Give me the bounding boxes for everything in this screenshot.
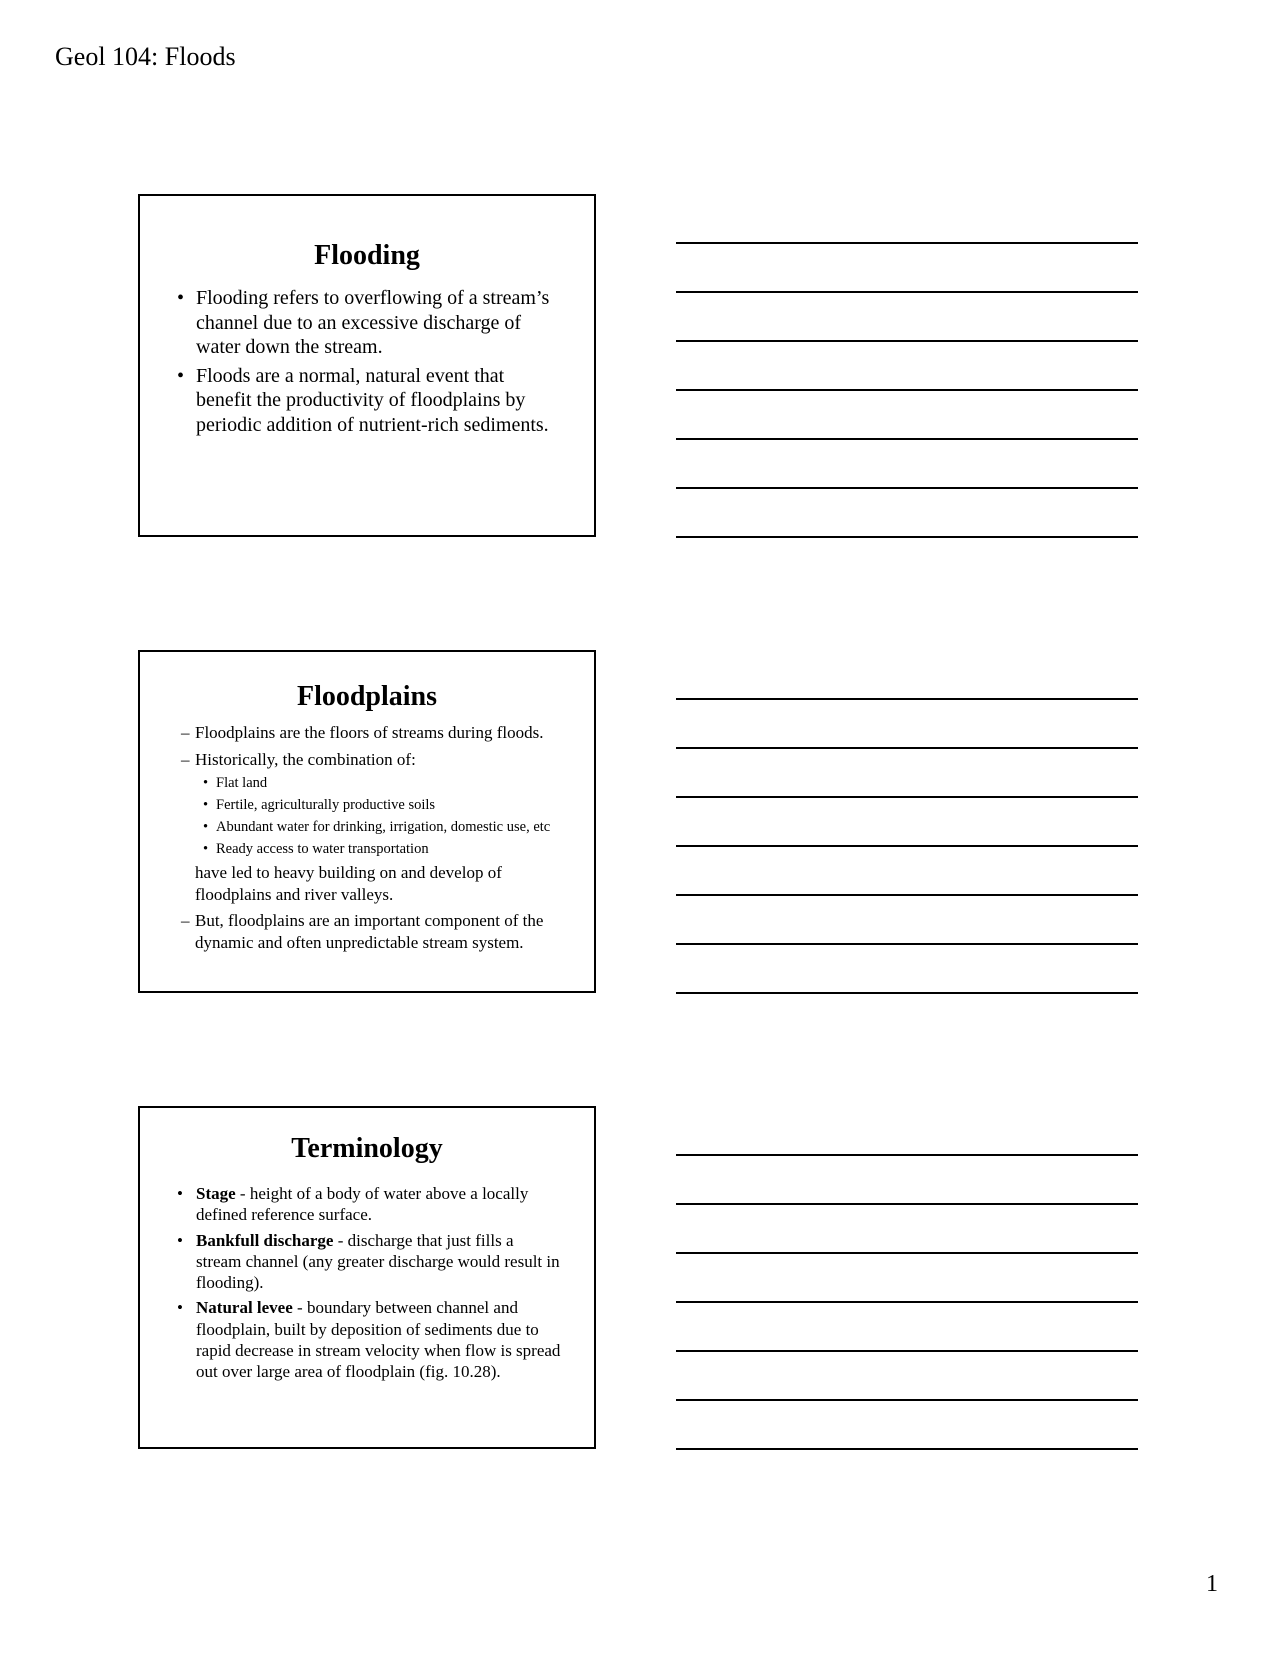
sub-item-text: Fertile, agriculturally productive soils	[216, 797, 436, 813]
bullet-text: Floods are a normal, natural event that benefit the productivity of floodplains by periodic addition of nutrient-rich sediments.	[196, 364, 549, 436]
bullet-icon: •	[177, 364, 185, 387]
note-line	[676, 796, 1138, 798]
note-line	[676, 487, 1138, 489]
list-item	[181, 722, 580, 744]
bullet-icon: •	[203, 819, 209, 835]
bullet-icon: •	[177, 1298, 183, 1318]
item-text: Historically, the combination of:	[195, 749, 416, 769]
bullet-icon: •	[203, 797, 209, 813]
list-item	[177, 286, 562, 360]
slide-title: Floodplains	[296, 681, 438, 712]
note-line	[676, 894, 1138, 896]
dash-icon: –	[181, 911, 190, 930]
note-line	[676, 340, 1138, 342]
continuation-text: have led to heavy building on and develop of floodplains and river valleys.	[195, 863, 502, 904]
term-definition: - height of a body of water above a locally defined reference surface.	[196, 1184, 529, 1225]
page-number: 1	[1206, 1571, 1218, 1597]
list-item	[177, 364, 562, 438]
sub-list-item	[203, 794, 580, 816]
note-line	[676, 1350, 1138, 1352]
note-line	[676, 943, 1138, 945]
note-line	[676, 536, 1138, 538]
note-line	[676, 1252, 1138, 1254]
note-line	[676, 1301, 1138, 1303]
bullet-icon: •	[177, 1230, 183, 1250]
term-label: Stage	[196, 1184, 236, 1203]
slide-flooding	[138, 194, 596, 537]
list-item	[181, 749, 580, 906]
item-text: But, floodplains are an important component of the dynamic and often unpredictable stream system.	[195, 911, 544, 952]
slide-title: Flooding	[314, 240, 420, 271]
note-line	[676, 992, 1138, 994]
list-item	[177, 1230, 562, 1294]
note-line	[676, 1203, 1138, 1205]
list-item	[177, 1297, 562, 1382]
term-label: Natural levee	[196, 1298, 293, 1318]
sub-item-text: Ready access to water transportation	[216, 841, 429, 857]
bullet-text: Flooding refers to overflowing of a stream’s channel due to an excessive discharge of water down the stream.	[196, 287, 550, 358]
dash-list	[140, 722, 594, 953]
sub-list	[195, 772, 580, 860]
sub-item-text: Abundant water for drinking, irrigation, domestic use, etc	[216, 819, 551, 835]
term-definition: - discharge that just fills a stream channel (any greater discharge would result in flooding).	[196, 1230, 560, 1293]
note-line	[676, 1154, 1138, 1156]
slide-floodplains	[138, 650, 596, 993]
note-line	[676, 291, 1138, 293]
list-item	[177, 1183, 562, 1226]
dash-icon: –	[181, 723, 190, 742]
bullet-list	[140, 1183, 594, 1383]
slide-terminology	[138, 1106, 596, 1449]
note-line	[676, 438, 1138, 440]
note-line	[676, 242, 1138, 244]
note-line	[676, 1399, 1138, 1401]
bullet-icon: •	[203, 841, 209, 857]
note-line	[676, 747, 1138, 749]
note-line	[676, 845, 1138, 847]
list-item	[181, 910, 580, 953]
bullet-icon: •	[177, 1184, 183, 1203]
bullet-list	[140, 286, 594, 437]
dash-icon: –	[181, 749, 190, 769]
note-line	[676, 389, 1138, 391]
item-text: Floodplains are the floors of streams during floods.	[195, 723, 544, 742]
sub-item-text: Flat land	[216, 775, 268, 791]
sub-list-item	[203, 816, 580, 838]
sub-list-item	[203, 772, 580, 794]
term-definition: - boundary between channel and floodplain, built by deposition of sediments due to rapid decrease in stream velocity when flow is spread out over large area of floodplain (fig. 10.28).	[196, 1298, 561, 1382]
bullet-icon: •	[177, 287, 185, 309]
sub-list-item	[203, 838, 580, 860]
bullet-icon: •	[203, 775, 209, 791]
slide-title: Terminology	[291, 1133, 443, 1164]
note-line	[676, 1448, 1138, 1450]
note-line	[676, 698, 1138, 700]
page-title: Geol 104: Floods	[55, 42, 236, 71]
term-label: Bankfull discharge	[196, 1230, 334, 1250]
